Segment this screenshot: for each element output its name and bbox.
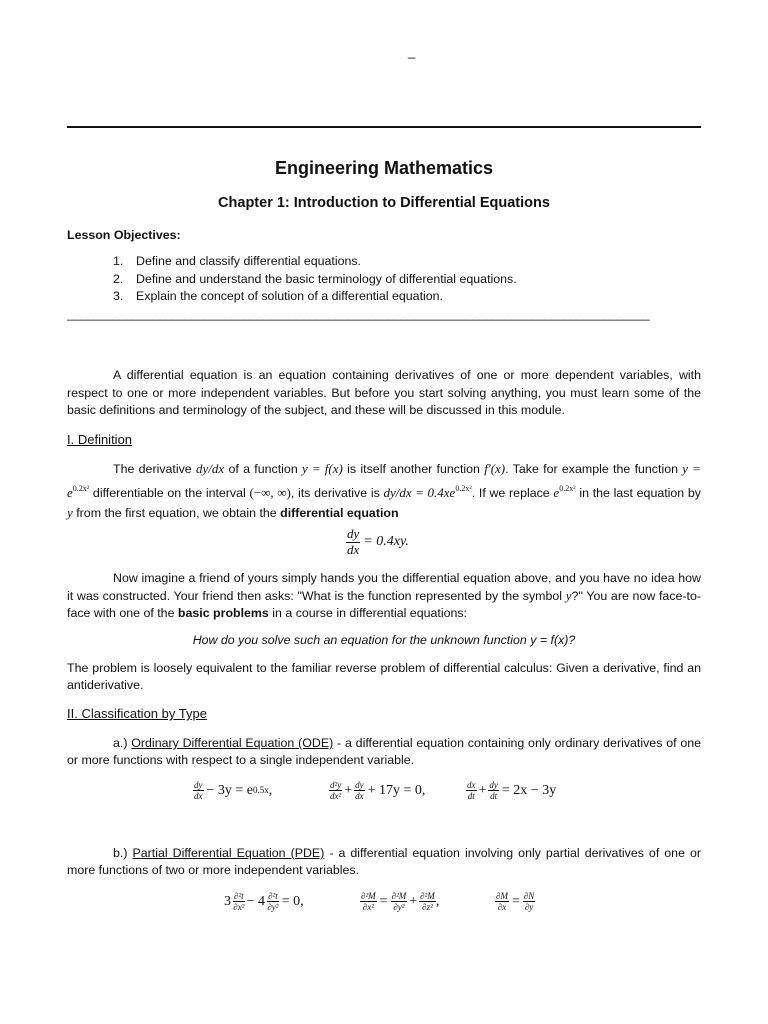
definition-heading: I. Definition (67, 432, 133, 447)
pde-equation-2: $\frac{\text{∂²M}}{\text{∂x²}}$ = $\frac{\text{∂²M}}{\text{∂y²}}$ + $\frac{\text{∂²M}}{\text{∂z²}}$ , (361, 891, 440, 913)
intro-paragraph: A differential equation is an equation containing derivatives of one or more dependent variables, with respect to one or more independent variables. But before you start solving anything, you must learn some of the basic definitions and terminology of the subject, and these will be discussed in this module. (67, 368, 701, 418)
objectives-list (113, 254, 517, 307)
pde-paragraph: b.) Partial Differential Equation (PDE) - a differential equation involving only partial derivatives of one or more functions of two or more independent variables. (67, 846, 701, 878)
document-title: Engineering Mathematics (274, 158, 494, 178)
header-rule (67, 126, 701, 128)
list-item: 2. Define and understand the basic terminology of differential equations. (113, 271, 517, 286)
header-mark: _ (408, 44, 416, 59)
chapter-title: Chapter 1: Introduction to Differential Equations (218, 195, 550, 211)
ode-equation-3: $\frac{dx}{dt}$ + $\frac{dy}{dt}$ = 2x − 3y (467, 780, 557, 802)
equation-dydx: $\frac{dy}{dx}$ = 0.4xy. (347, 526, 409, 557)
objectives-heading: Lesson Objectives: (67, 228, 181, 242)
ode-equation-2: $\frac{\text{d²y}}{\text{dx²}}$ + $\frac{dy}{dx}$ + 17y = 0, (330, 780, 426, 802)
classification-heading: II. Classification by Type (67, 706, 207, 721)
list-item: 3. Explain the concept of solution of a differential equation. (113, 289, 443, 303)
ode-equation-1: $\frac{dy}{dx}$ − 3y = e $^{0.5x}$ , (194, 780, 273, 802)
central-question: How do you solve such an equation for the unknown function y = f(x)? (192, 633, 576, 647)
question-paragraph: Now imagine a friend of yours simply hands you the differential equation above, and you have no idea how it was constructed. Your friend then asks: "What is the function represented by the symbol y?" You are now face-to-face with one of the basic problems in a course in differential equations: (67, 571, 701, 621)
pde-equation-3: $\frac{\partial M}{\partial x}$ = $\frac{\partial N}{\partial y}$ (496, 891, 535, 913)
reverse-problem-paragraph: The problem is loosely equivalent to the familiar reverse problem of differential calculus: Given a derivative, find an antiderivative. (67, 661, 701, 693)
section-separator: _________________________________________________________________________________________ (67, 307, 650, 321)
ode-paragraph: a.) Ordinary Differential Equation (ODE) - a differential equation containing only ordinary derivatives of one or more functions with respect to a single independent variable. (67, 736, 702, 768)
pde-equation-1: 3 $\frac{\text{∂²t}}{\text{∂x²}}$ − 4 $\frac{\text{∂²t}}{\text{∂y²}}$ = 0, (224, 891, 304, 913)
definition-paragraph: The derivative dy/dx of a function y = f(x) is itself another function f′(x). Take for example the function $y = e^{0.2x^2}$ differentiable on the interval (−∞, ∞), its derivative is $dy/dx = 0.4xe^{0.2x^2}$. If we replace $e^{0.2x^2}$ in the last equation by y from the first equation, we obtain the differential equation (67, 461, 702, 521)
list-item: 1. Define and classify differential equations. (113, 254, 362, 268)
